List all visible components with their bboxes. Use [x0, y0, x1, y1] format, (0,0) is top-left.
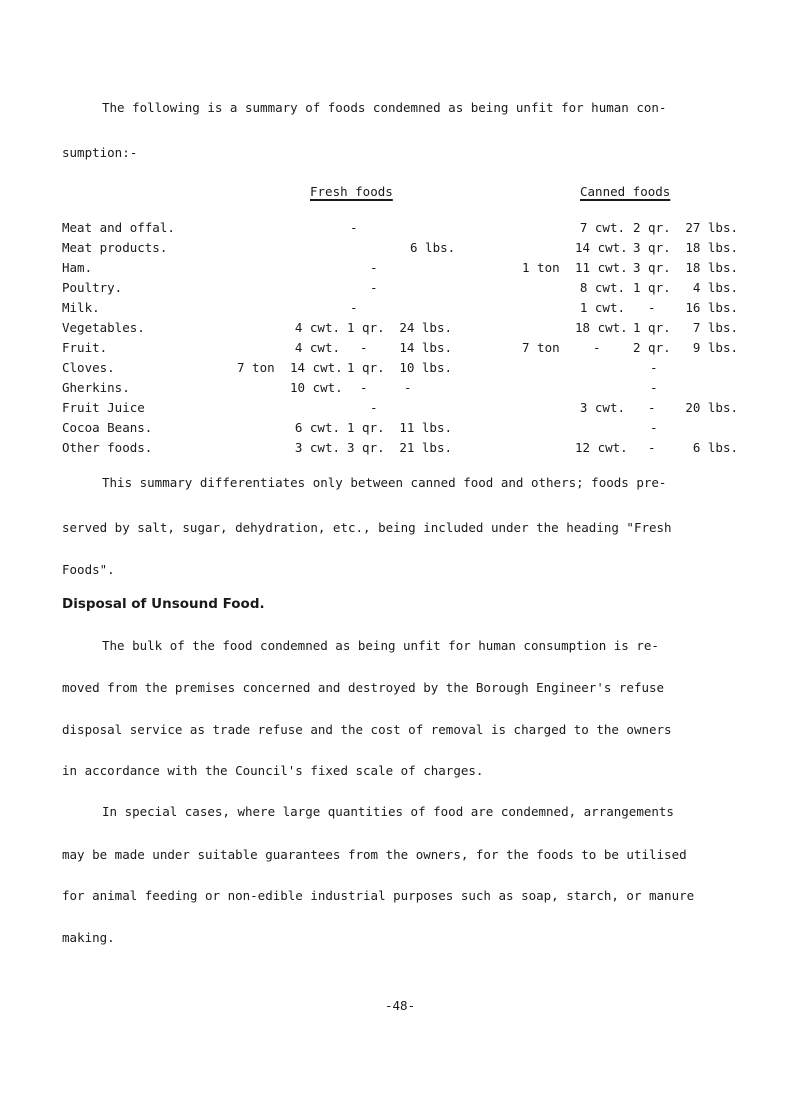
canned-qr: -	[648, 400, 656, 415]
canned-qr: -	[648, 440, 656, 455]
canned-cwt: 7 cwt.	[579, 220, 625, 235]
canned-qr: -	[650, 420, 658, 435]
canned-foods-header: Canned foods	[580, 184, 671, 199]
para3-line-3: for animal feeding or non-edible industrial purposes such as soap, starch, or manure	[62, 888, 695, 903]
canned-cwt: 18 cwt.	[575, 320, 628, 335]
row-label: Ham.	[62, 260, 93, 275]
table-row	[0, 420, 800, 436]
summary-para-line-2: served by salt, sugar, dehydration, etc., being included under the heading "Fresh	[62, 520, 672, 535]
para2-line-3: disposal service as trade refuse and the cost of removal is charged to the owners	[62, 722, 672, 737]
fresh-cwt: 3 cwt.	[294, 440, 340, 455]
row-label: Meat and offal.	[62, 220, 175, 235]
para3-line-4: making.	[62, 930, 115, 945]
table-row	[0, 320, 800, 336]
canned-qr: 1 qr.	[633, 320, 671, 335]
row-label: Milk.	[62, 300, 100, 315]
fresh-lbs: 21 lbs.	[399, 440, 452, 455]
row-label: Vegetables.	[62, 320, 145, 335]
row-label: Poultry.	[62, 280, 123, 295]
fresh-qr: -	[360, 340, 368, 355]
fresh-cwt: 4 cwt.	[294, 320, 340, 335]
para2-line-1: The bulk of the food condemned as being unfit for human consumption is re-	[102, 638, 659, 653]
canned-cwt: 14 cwt.	[575, 240, 628, 255]
section-heading: Disposal of Unsound Food.	[62, 596, 265, 612]
fresh-cwt: 14 cwt.	[290, 360, 343, 375]
table-row	[0, 360, 800, 376]
fresh-cwt: 10 cwt.	[290, 380, 343, 395]
table-row	[0, 380, 800, 396]
canned-cwt: 8 cwt.	[579, 280, 625, 295]
fresh-lbs: 10 lbs.	[399, 360, 452, 375]
canned-qr: 3 qr.	[633, 240, 671, 255]
canned-qr: -	[648, 300, 656, 315]
para3-line-1: In special cases, where large quantities of food are condemned, arrangements	[102, 804, 674, 819]
fresh-qr: 1 qr.	[347, 320, 385, 335]
intro-line-1: The following is a summary of foods condemned as being unfit for human con-	[102, 100, 667, 115]
canned-cwt: -	[593, 340, 601, 355]
para2-line-4: in accordance with the Council's fixed scale of charges.	[62, 763, 484, 778]
para2-line-2: moved from the premises concerned and destroyed by the Borough Engineer's refuse	[62, 680, 665, 695]
table-row	[0, 240, 800, 256]
row-label: Other foods.	[62, 440, 153, 455]
canned-lbs: 7 lbs.	[692, 320, 738, 335]
canned-lbs: 9 lbs.	[692, 340, 738, 355]
row-label: Fruit.	[62, 340, 108, 355]
fresh-cell: -	[370, 260, 378, 275]
canned-lbs: 16 lbs.	[685, 300, 738, 315]
fresh-foods-header: Fresh foods	[310, 184, 393, 199]
canned-cwt: 1 cwt.	[579, 300, 625, 315]
canned-lbs: 18 lbs.	[685, 240, 738, 255]
canned-qr: 1 qr.	[633, 280, 671, 295]
canned-qr: 3 qr.	[633, 260, 671, 275]
table-row	[0, 440, 800, 456]
table-row	[0, 300, 800, 316]
canned-qr: -	[650, 360, 658, 375]
canned-qr: 2 qr.	[633, 340, 671, 355]
fresh-cell: -	[350, 300, 358, 315]
canned-lbs: 18 lbs.	[685, 260, 738, 275]
fresh-cwt: 4 cwt.	[294, 340, 340, 355]
canned-lbs: 4 lbs.	[692, 280, 738, 295]
fresh-lbs: -	[404, 380, 412, 395]
canned-cwt: 12 cwt.	[575, 440, 628, 455]
fresh-cwt: 6 cwt.	[294, 420, 340, 435]
fresh-qr: -	[360, 380, 368, 395]
canned-qr: -	[650, 380, 658, 395]
table-row	[0, 400, 800, 416]
fresh-lbs: 24 lbs.	[399, 320, 452, 335]
fresh-cell: -	[370, 280, 378, 295]
canned-cwt: 11 cwt.	[575, 260, 628, 275]
fresh-qr: 1 qr.	[347, 360, 385, 375]
table-row	[0, 340, 800, 356]
table-row	[0, 280, 800, 296]
canned-lbs: 6 lbs.	[692, 440, 738, 455]
row-label: Gherkins.	[62, 380, 130, 395]
fresh-cell: 6 lbs.	[410, 240, 456, 255]
canned-qr: 2 qr.	[633, 220, 671, 235]
summary-para-line-3: Foods".	[62, 562, 115, 577]
fresh-cell: -	[350, 220, 358, 235]
row-label: Cocoa Beans.	[62, 420, 153, 435]
intro-line-2: sumption:-	[62, 145, 138, 160]
row-label: Cloves.	[62, 360, 115, 375]
fresh-qr: 3 qr.	[347, 440, 385, 455]
para3-line-2: may be made under suitable guarantees from the owners, for the foods to be utilised	[62, 847, 687, 862]
fresh-cell: -	[370, 400, 378, 415]
row-label: Fruit Juice	[62, 400, 145, 415]
summary-para-line-1: This summary differentiates only between canned food and others; foods pre-	[102, 475, 667, 490]
canned-ton: 7 ton	[522, 340, 560, 355]
canned-cwt: 3 cwt.	[579, 400, 625, 415]
fresh-lbs: 14 lbs.	[399, 340, 452, 355]
fresh-qr: 1 qr.	[347, 420, 385, 435]
fresh-lbs: 11 lbs.	[399, 420, 452, 435]
fresh-ton: 7 ton	[237, 360, 275, 375]
canned-lbs: 20 lbs.	[685, 400, 738, 415]
table-row	[0, 260, 800, 276]
table-row	[0, 220, 800, 236]
page-number: -48-	[385, 998, 416, 1013]
row-label: Meat products.	[62, 240, 168, 255]
canned-lbs: 27 lbs.	[685, 220, 738, 235]
canned-ton: 1 ton	[522, 260, 560, 275]
